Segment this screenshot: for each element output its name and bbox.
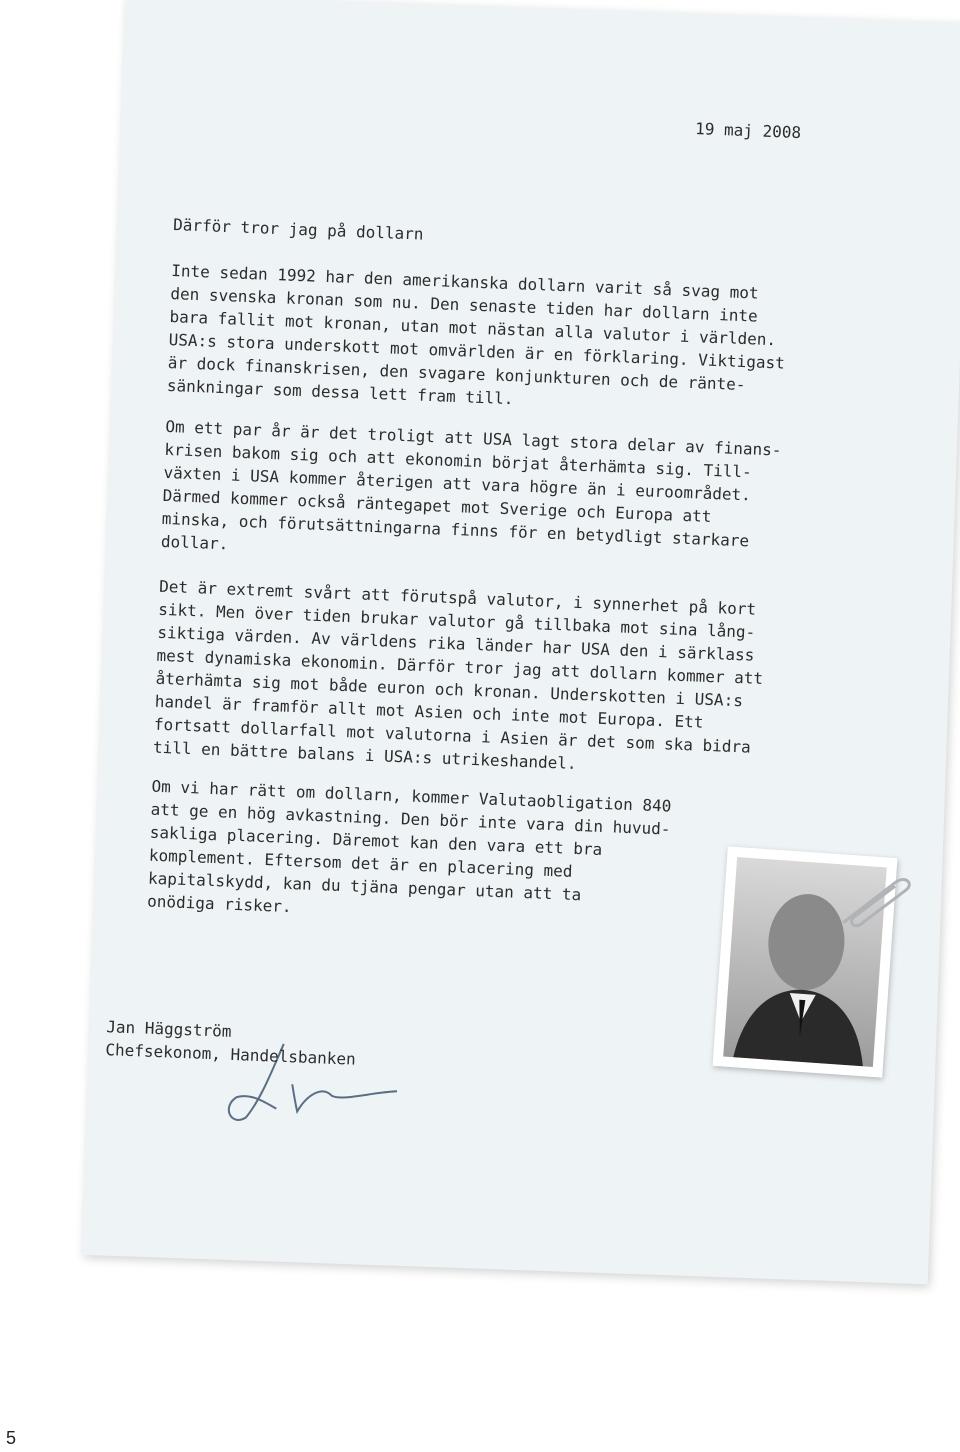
letter-paragraph-3: Det är extremt svårt att förutspå valutor, i synnerhet på kort sikt. Men över tiden brukar valutor gå tillbaka mot sina lång- siktiga värden. Av världens rika länder har USA den i särklass mest dynamiska ekonomin. Därför tror jag att dollarn kommer att återhämta sig mot både euron och kronan. Underskotten i USA:s handel är framför allt mot Asien och inte mot Europa. Ett fortsatt dollarfall mot valutorna i Asien är det som ska bidra till en bättre balans i USA:s utrikeshandel. [152, 576, 764, 773]
letter-date: 19 maj 2008 [694, 119, 802, 143]
signature-block [105, 1015, 357, 1071]
letter-paragraph-1: Inte sedan 1992 har den amerikanska dollarn varit så svag mot den svenska kronan som nu. Den senaste tiden har dollarn inte bara fallit mot kronan, utan mot nästan alla valutor i världen. USA:s stora underskott mot omvärlden är en förklaring. Viktigast är dock finanskrisen, den svagare konjunkturen och de ränte- sänkningar som dessa lett fram till. [166, 261, 786, 409]
paperclip-icon [836, 872, 916, 932]
letter-paragraph-4: Om vi har rätt om dollarn, kommer Valutaobligation 840 att ge en hög avkastning. Den bör inte vara din huvud- sakliga placering. Däremot kan den vara ett bra komplement. Eftersom det är en placering med kapitalskydd, kan du tjäna pengar utan att ta onödiga risker. [146, 776, 672, 917]
signer-name: Jan Häggström [105, 1017, 232, 1041]
signer-title: Chefsekonom, Handelsbanken [105, 1040, 357, 1069]
letter-paragraph-2: Om ett par år är det troligt att USA lagt stora delar av finans- krisen bakom sig och att ekonomin börjat återhämta sig. Till- växten i USA kommer återigen att vara högre än i euroområdet. Därmed kommer också räntegapet mot Sverige och Europa att minska, och förutsättningarna finns för en betydligt starkare dollar. [160, 416, 782, 554]
page-number: 5 [6, 1428, 17, 1448]
letter-heading: Därför tror jag på dollarn [172, 215, 424, 244]
